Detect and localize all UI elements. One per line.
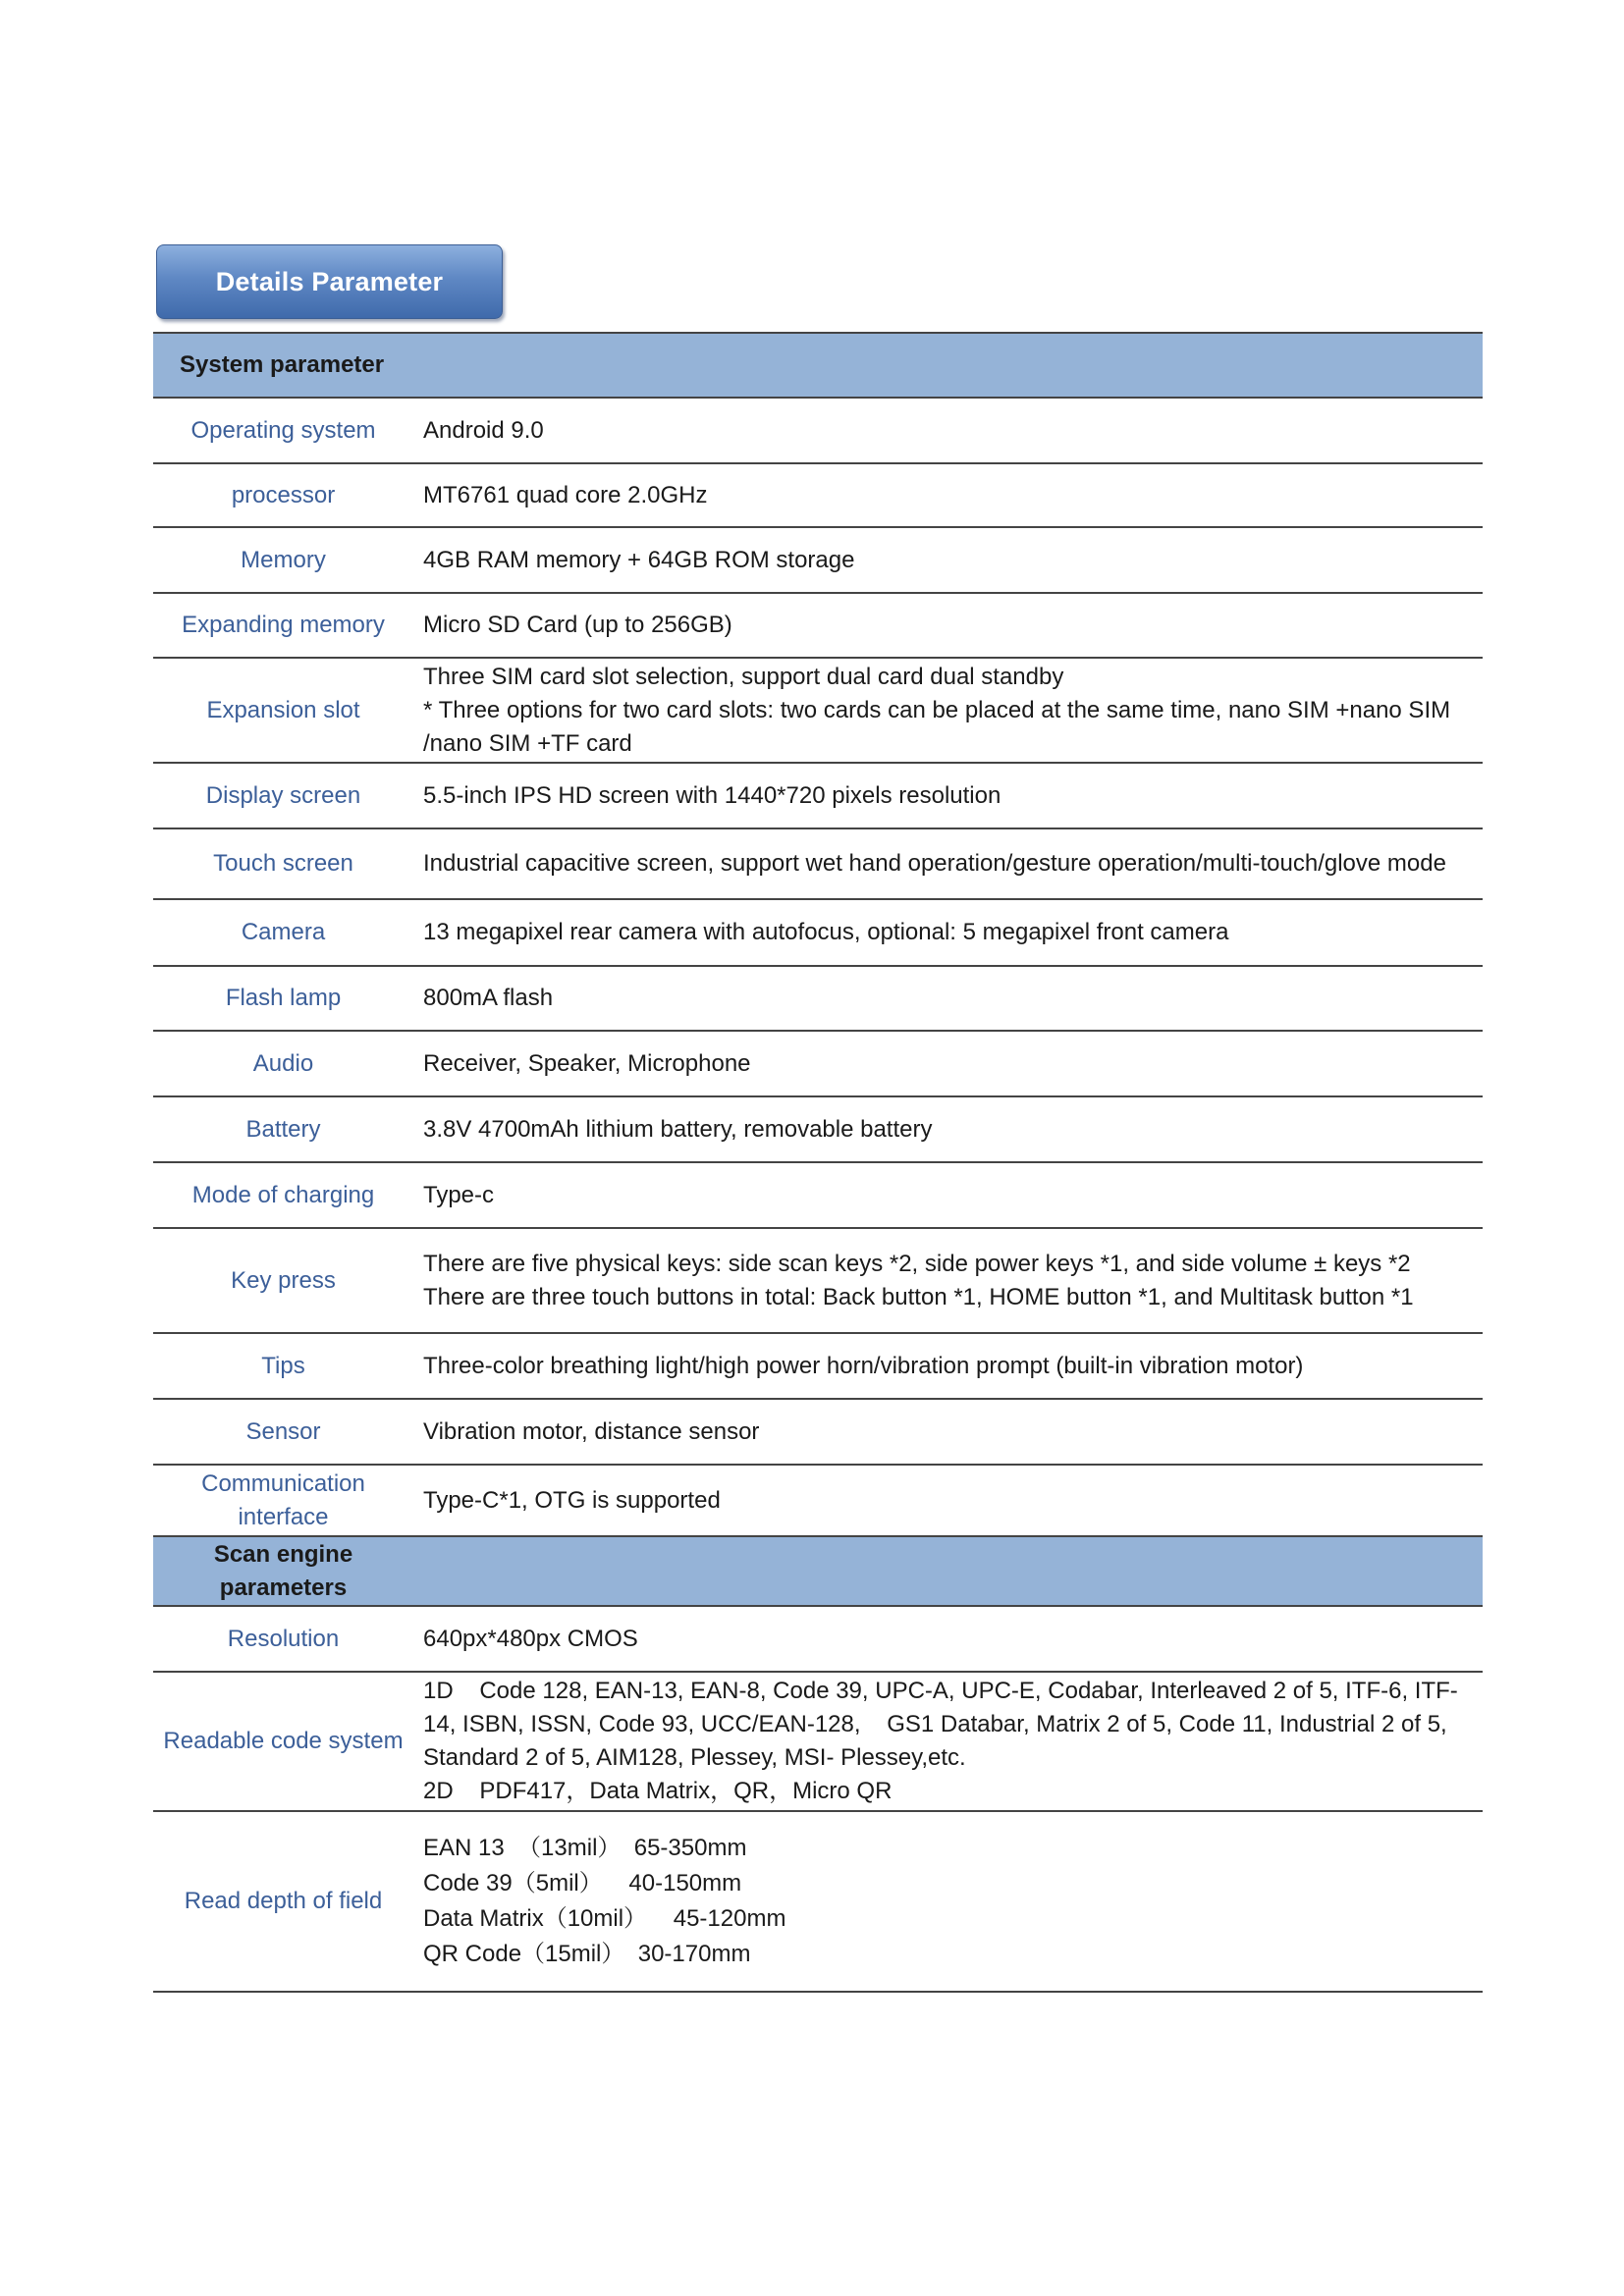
spec-row-expanding-memory [153, 594, 1483, 659]
spec-value: 3.8V 4700mAh lithium battery, removable battery [423, 1115, 933, 1143]
spec-row-camera [153, 900, 1483, 967]
spec-row-expansion-slot [153, 659, 1483, 764]
spec-value: 13 megapixel rear camera with autofocus, optional: 5 megapixel front camera [423, 919, 1229, 945]
spec-table [153, 332, 1483, 1993]
spec-label: Camera [241, 919, 326, 945]
spec-label: Touch screen [213, 850, 353, 877]
section-header-system [153, 332, 1483, 399]
spec-row-communication-interface [153, 1466, 1483, 1535]
spec-label: Expansion slot [206, 696, 360, 723]
section-heading: System parameter [180, 351, 385, 378]
spec-row-mode-of-charging [153, 1163, 1483, 1229]
spec-value: EAN 13 （13mil） 65-350mm Code 39（5mil） 40-150mm Data Matrix（10mil） 45-120mm QR Code（15mil） 30-170mm [423, 1835, 786, 1967]
spec-label: Communication interface [201, 1469, 365, 1530]
spec-label: Key press [231, 1266, 336, 1294]
spec-value: MT6761 quad core 2.0GHz [423, 481, 708, 508]
spec-row-processor [153, 464, 1483, 528]
spec-value: Three SIM card slot selection, support dual card dual standby * Three options for two card slots: two cards can be placed at the same time, nano SIM +nano SIM /nano SIM +TF card [423, 663, 1457, 757]
spec-label: Sensor [245, 1417, 321, 1445]
details-parameter-badge [156, 244, 503, 319]
spec-value: Industrial capacitive screen, support wet hand operation/gesture operation/multi-touch/glove mode [423, 850, 1446, 877]
spec-value: 800mA flash [423, 985, 554, 1011]
spec-value: Three-color breathing light/high power horn/vibration prompt (built-in vibration motor) [423, 1352, 1304, 1379]
spec-label: Mode of charging [191, 1181, 375, 1208]
spec-row-resolution [153, 1607, 1483, 1673]
spec-row-read-depth-of-field [153, 1812, 1483, 1993]
spec-row-battery [153, 1097, 1483, 1163]
spec-value: There are five physical keys: side scan keys *2, side power keys *1, and side volume ± keys *2 There are three touch buttons in total: Back button *1, HOME button *1, and Multitask button *1 [423, 1250, 1414, 1310]
spec-label: Memory [241, 546, 326, 573]
spec-value: 4GB RAM memory + 64GB ROM storage [423, 546, 855, 573]
spec-value: 1D Code 128, EAN-13, EAN-8, Code 39, UPC-A, UPC-E, Codabar, Interleaved 2 of 5, ITF-6, ITF-14, ISBN, ISSN, Code 93, UCC/EAN-128, GS1 Databar, Matrix 2 of 5, Code 11, Industrial 2 of 5, Standard 2 of 5, AIM128, Plessey, MSI- Plessey,etc. 2D PDF417，Data Matrix，QR，Micro QR [423, 1678, 1458, 1804]
spec-label: processor [231, 481, 336, 508]
spec-value: Type-c [423, 1181, 495, 1208]
spec-value: 5.5-inch IPS HD screen with 1440*720 pixels resolution [423, 781, 1001, 809]
spec-label: Read depth of field [184, 1888, 383, 1914]
spec-row-memory [153, 528, 1483, 594]
spec-row-audio [153, 1032, 1483, 1097]
spec-value: Android 9.0 [423, 416, 544, 444]
spec-row-sensor [153, 1400, 1483, 1466]
spec-label: Resolution [227, 1625, 340, 1652]
spec-row-touch-screen [153, 829, 1483, 900]
spec-value: 640px*480px CMOS [423, 1625, 638, 1652]
spec-label: Readable code system [163, 1728, 404, 1754]
spec-row-readable-code-system [153, 1673, 1483, 1812]
spec-value: Vibration motor, distance sensor [423, 1417, 760, 1445]
spec-label: Battery [245, 1115, 321, 1143]
spec-row-flash-lamp [153, 967, 1483, 1032]
spec-label: Flash lamp [225, 985, 342, 1011]
spec-label: Audio [252, 1049, 314, 1077]
spec-row-operating-system [153, 399, 1483, 464]
spec-row-tips [153, 1334, 1483, 1400]
spec-label: Display screen [205, 781, 361, 809]
spec-row-display-screen [153, 764, 1483, 829]
section-heading: Scan engine parameters [213, 1540, 353, 1601]
spec-label: Operating system [190, 416, 376, 444]
section-header-scan-engine [153, 1535, 1483, 1607]
spec-row-key-press [153, 1229, 1483, 1334]
spec-label: Tips [261, 1352, 305, 1379]
page-title: Details Parameter [215, 266, 444, 296]
spec-label: Expanding memory [182, 612, 385, 638]
spec-value: Receiver, Speaker, Microphone [423, 1049, 751, 1077]
spec-value: Micro SD Card (up to 256GB) [423, 612, 732, 638]
spec-value: Type-C*1, OTG is supported [423, 1486, 721, 1514]
